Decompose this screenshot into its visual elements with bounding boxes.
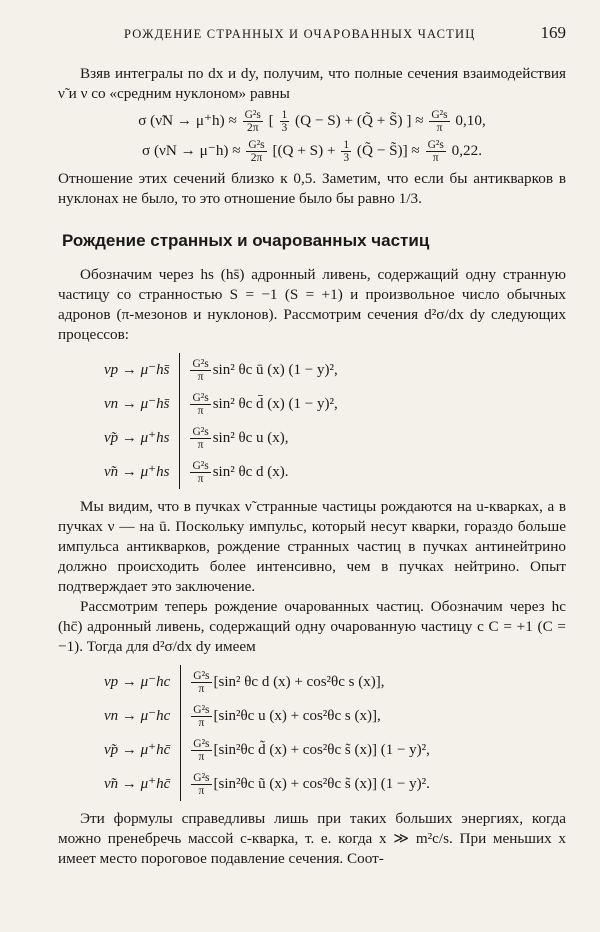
process-label: ν̃p → μ⁺hs <box>104 430 170 446</box>
charm-processes-table <box>98 665 436 801</box>
validity-paragraph: Эти формулы справедливы лишь при таких больших энергиях, когда можно пренебречь массой c-кварка, т. е. когда x ≫ m²c/s. При меньших x имеет место пороговое подавление сечения. Соот- <box>58 810 566 867</box>
eq2-body: (Q̃ − S̃)] ≈ <box>356 141 420 159</box>
eq1-lhs: σ (ν̃N → μ⁺h) ≈ <box>138 111 237 129</box>
cross-section-expression: $\frac{\text{G²s}}{\pi}$ sin² θc ū (x) (1 − y)², <box>180 353 344 387</box>
strange-process-row <box>98 353 344 387</box>
process-label: νp → μ⁻hs̄ <box>104 362 170 378</box>
cross-section-expression: $\frac{\text{G²s}}{\pi}$ sin² θc d (x). <box>180 455 344 489</box>
page-number: 169 <box>540 23 566 42</box>
coupling-fraction: $\frac{\text{G²s}}{\pi}$ <box>193 669 210 695</box>
process-label: ν̃n → μ⁺hs <box>104 464 170 480</box>
strange-process-row <box>98 421 344 455</box>
charm-process-row <box>98 665 436 699</box>
coupling-fraction: $\frac{\text{G²s}}{\pi}$ <box>192 459 209 485</box>
eq2-value: 0,22. <box>451 141 482 159</box>
coupling-fraction: $\frac{\text{G²s}}{\pi}$ <box>192 391 209 417</box>
eq2-result-fraction: $\frac{\text{G²s}}{\pi}$ <box>427 139 444 164</box>
eq1-bracket: [ <box>268 111 274 129</box>
process-label: νn → μ⁻hc <box>104 708 171 724</box>
running-title: РОЖДЕНИЕ СТРАННЫХ И ОЧАРОВАННЫХ ЧАСТИЦ <box>124 27 476 41</box>
eq1-value: 0,10, <box>455 111 486 129</box>
process-label: ν̃p → μ⁺hc̄ <box>104 742 171 758</box>
page-header <box>58 24 566 46</box>
cross-section-expression: $\frac{\text{G²s}}{\pi}$ [sin² θc d (x) + cos²θc s (x)], <box>181 665 436 699</box>
strange-process-row <box>98 387 344 421</box>
strange-discussion-paragraph: Мы видим, что в пучках ν̃ странные частицы рождаются на u-кварках, а в пучках ν — на ū. Поскольку импульс, который несут кварки, гораздо больше импульса антикварков, рождение странных частиц в пучках антинейтрино должно происходить более интенсивно, чем в пучках нейтрино. Опыт подтверждает это заключение. <box>58 498 566 595</box>
process-label: ν̃n → μ⁺hc̄ <box>104 776 171 792</box>
charm-process-row <box>98 733 436 767</box>
equation-neutrino-cross-section <box>58 139 566 164</box>
eq2-third: $\frac{1}{3}$ <box>343 139 350 164</box>
eq1-result-fraction: $\frac{\text{G²s}}{\pi}$ <box>431 109 448 134</box>
equation-antineutrino-cross-section <box>58 109 566 134</box>
eq2-bracket: [(Q + S) + <box>272 141 336 159</box>
cross-section-expression: $\frac{\text{G²s}}{\pi}$ sin² θc u (x), <box>180 421 344 455</box>
charm-process-row <box>98 699 436 733</box>
cross-section-expression: $\frac{\text{G²s}}{\pi}$ [sin²θc ũ (x) + cos²θc s̃ (x)] (1 − y)². <box>181 767 436 801</box>
eq2-lhs: σ (νN → μ⁻h) ≈ <box>142 141 241 159</box>
coupling-fraction: $\frac{\text{G²s}}{\pi}$ <box>193 771 210 797</box>
coupling-fraction: $\frac{\text{G²s}}{\pi}$ <box>193 703 210 729</box>
eq1-third: $\frac{1}{3}$ <box>281 109 288 134</box>
eq1-body: (Q − S) + (Q̃ + S̃) ] ≈ <box>295 111 424 129</box>
strange-processes-table <box>98 353 344 489</box>
coupling-fraction: $\frac{\text{G²s}}{\pi}$ <box>192 357 209 383</box>
strange-intro-paragraph: Обозначим через hs (hs̄) адронный ливень, содержащий одну странную частицу со странностью S = −1 (S = +1) и произвольное число обычных адронов (π-мезонов и нуклонов). Рассмотрим сечения d²σ/dx dy следующих процессов: <box>58 266 566 343</box>
process-label: νp → μ⁻hc <box>104 674 171 690</box>
cross-section-expression: $\frac{\text{G²s}}{\pi}$ [sin²θc d̃ (x) + cos²θc s̃ (x)] (1 − y)², <box>181 733 436 767</box>
strange-process-row <box>98 455 344 489</box>
eq2-fraction: $\frac{\text{G²s}}{2\pi}$ <box>248 139 265 164</box>
page-content <box>58 64 566 869</box>
cross-section-expression: $\frac{\text{G²s}}{\pi}$ sin² θc d̄ (x) (1 − y)², <box>180 387 344 421</box>
coupling-fraction: $\frac{\text{G²s}}{\pi}$ <box>193 737 210 763</box>
intro-paragraph: Взяв интегралы по dx и dy, получим, что полные сечения взаимодействия ν̃ и ν со «средним нуклоном» равны <box>58 65 566 102</box>
charm-process-row <box>98 767 436 801</box>
process-label: νn → μ⁻hs̄ <box>104 396 170 412</box>
coupling-fraction: $\frac{\text{G²s}}{\pi}$ <box>192 425 209 451</box>
cross-section-expression: $\frac{\text{G²s}}{\pi}$ [sin²θc u (x) + cos²θc s (x)], <box>181 699 436 733</box>
charm-intro-paragraph: Рассмотрим теперь рождение очарованных частиц. Обозначим через hc (hc̄) адронный ливень, содержащий одну очарованную частицу с C = +1 (C = −1). Тогда для d²σ/dx dy имеем <box>58 598 566 655</box>
section-heading: Рождение странных и очарованных частиц <box>62 231 430 250</box>
eq1-fraction: $\frac{\text{G²s}}{2\pi}$ <box>244 109 261 134</box>
ratio-paragraph: Отношение этих сечений близко к 0,5. Заметим, что если бы антикварков в нуклонах не было, то это отношение было бы равно 1/3. <box>58 170 566 207</box>
